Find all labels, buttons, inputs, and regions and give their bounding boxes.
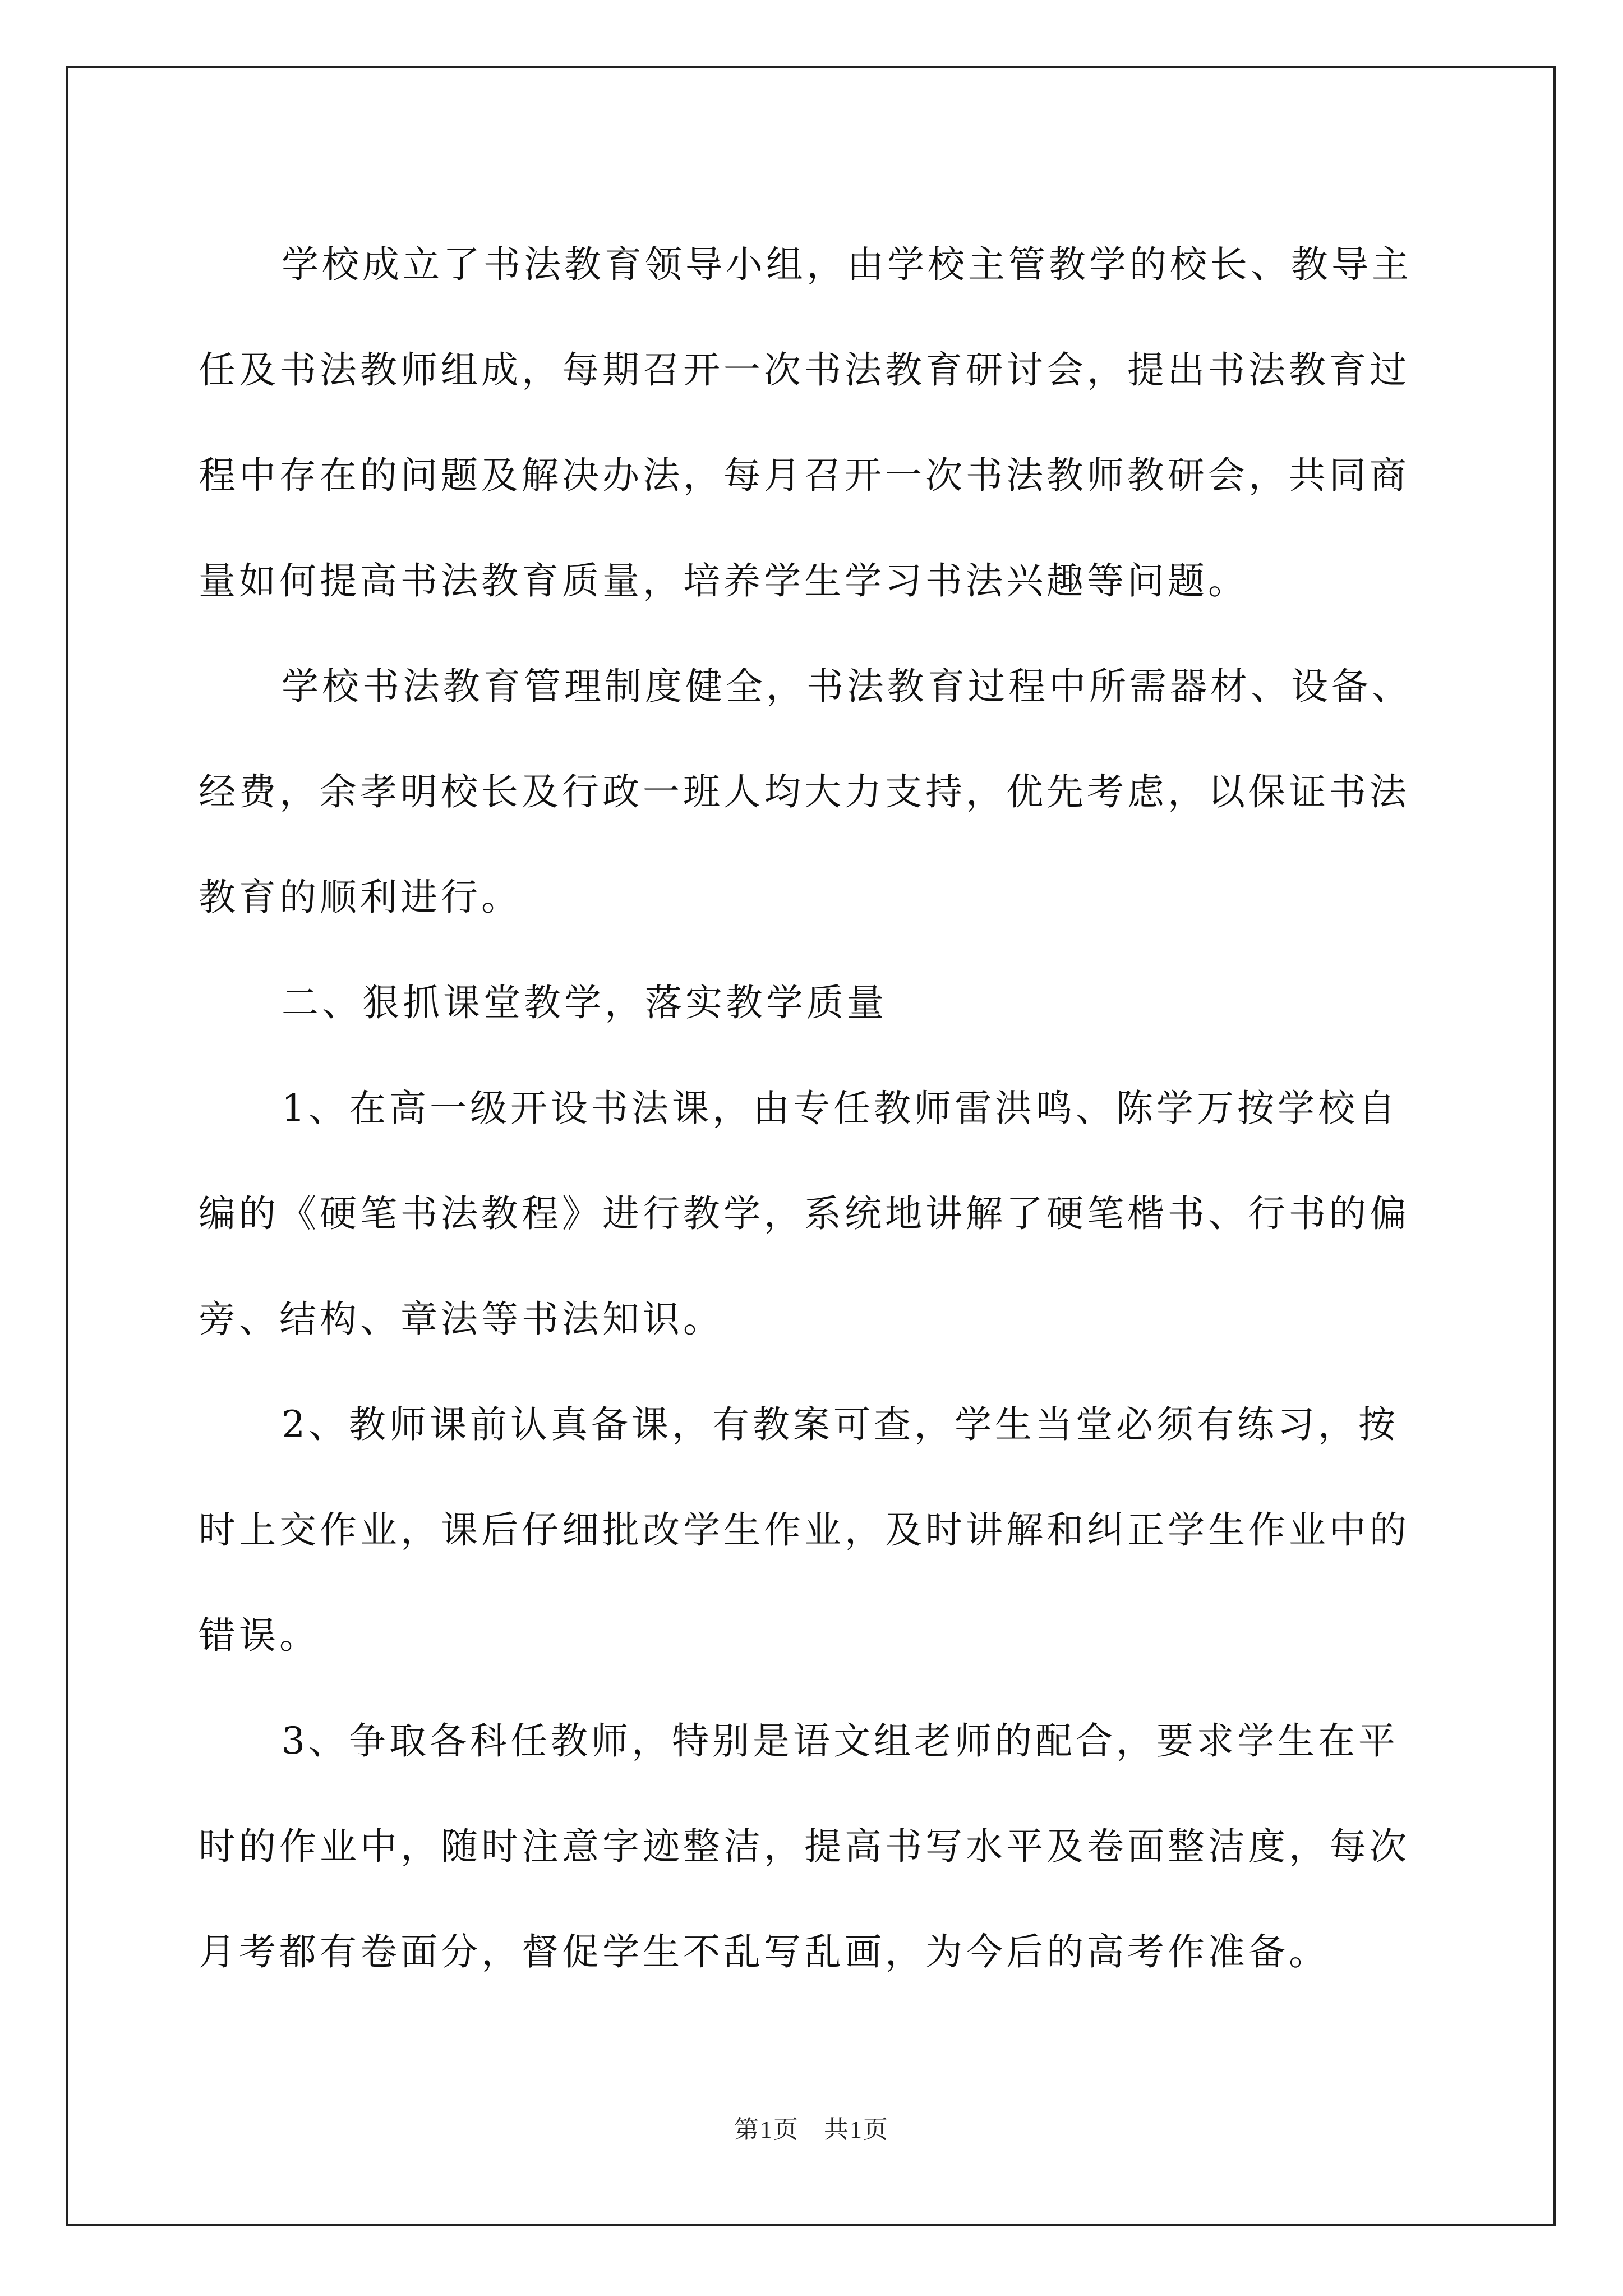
document-body	[199, 212, 1432, 2005]
page-total: 共1页	[824, 2116, 889, 2143]
list-item-1: 1、在高一级开设书法课，由专任教师雷洪鸣、陈学万按学校自编的《硬笔书法教程》进行教学，系统地讲解了硬笔楷书、行书的偏旁、结构、章法等书法知识。	[199, 1087, 1410, 1341]
paragraph-leadership-group: 学校成立了书法教育领导小组，由学校主管教学的校长、教导主任及书法教师组成，每期召开一次书法教育研讨会，提出书法教育过程中存在的问题及解决办法，每月召开一次书法教师教研会，共同商量如何提高书法教育质量，培养学生学习书法兴趣等问题。	[199, 243, 1412, 602]
list-item-3: 3、争取各科任教师，特别是语文组老师的配合，要求学生在平时的作业中，随时注意字迹整洁，提高书写水平及卷面整洁度，每次月考都有卷面分，督促学生不乱写乱画，为今后的高考作准备。	[199, 1719, 1410, 1973]
section-heading: 二、狠抓课堂教学，落实教学质量	[282, 981, 887, 1024]
page-footer	[0, 2109, 1623, 2145]
paragraph-management-system: 学校书法教育管理制度健全，书法教育过程中所需器材、设备、经费，余孝明校长及行政一班人均大力支持，优先考虑，以保证书法教育的顺利进行。	[199, 665, 1412, 919]
list-item-2: 2、教师课前认真备课，有教案可查，学生当堂必须有练习，按时上交作业，课后仔细批改学生作业，及时讲解和纠正学生作业中的错误。	[199, 1403, 1410, 1657]
page-number: 第1页	[734, 2116, 799, 2143]
